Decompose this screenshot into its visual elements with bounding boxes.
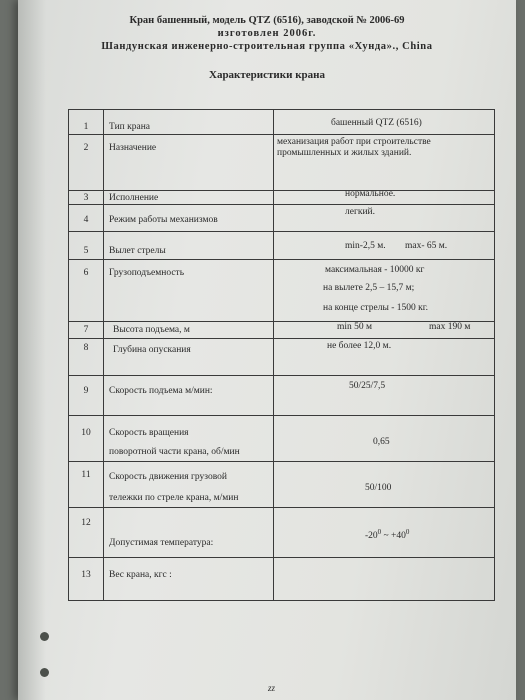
row-number: 2 [83,143,89,153]
row-label: Скорость вращения [109,428,189,438]
row-number: 8 [83,343,89,353]
row-number: 10 [81,428,91,438]
table-row [69,110,494,135]
row-value: промышленных и жилых зданий. [277,148,412,158]
table-row [69,462,494,508]
row-value: 50/25/7,5 [349,381,386,391]
row-value: 0,65 [373,437,390,447]
row-value: не более 12,0 м. [327,341,392,351]
table-row [69,416,494,462]
row-label: Режим работы механизмов [109,215,218,225]
row-number: 11 [81,470,91,480]
row-number: 9 [83,386,89,396]
row-value: башенный QTZ (6516) [331,118,422,128]
row-value: легкий. [345,207,376,217]
row-number: 3 [83,193,89,203]
row-label: тележки по стреле крана, м/мин [109,493,239,503]
section-title: Характеристики крана [209,69,325,81]
page-number: zz [268,683,276,693]
row-label: Высота подъема, м [113,325,190,335]
header-line-2: изготовлен 2006г. [217,28,317,39]
binding-hole [40,632,49,641]
row-value: на вылете 2,5 – 15,7 м; [323,283,415,293]
document-header [18,14,516,53]
row-number: 4 [83,215,89,225]
row-value: 50/100 [365,483,392,493]
header-line-3: Шандунская инженерно-строительная группа «Хунда»., China [101,41,433,52]
row-number: 5 [83,246,89,256]
row-value: механизация работ при строительстве [277,137,431,147]
table-row [69,376,494,416]
table-row [69,232,494,260]
row-label: Назначение [109,143,157,153]
row-value: максимальная - 10000 кг [325,265,425,275]
row-number: 13 [81,570,91,580]
row-label: Скорость движения грузовой [109,472,227,482]
row-value-max: max- 65 м. [405,241,448,251]
row-label: Исполнение [109,193,159,203]
table-row [69,260,494,322]
table-row [69,135,494,191]
document-page [18,0,516,700]
table-row [69,191,494,205]
row-value: на конце стрелы - 1500 кг. [323,303,428,313]
table-row [69,508,494,558]
table-row [69,205,494,232]
table-row [69,558,494,602]
table-row [69,322,494,339]
row-number: 12 [81,518,91,528]
specs-table [68,109,495,601]
row-label: Вес крана, кгс : [109,570,172,580]
row-number: 1 [83,122,89,132]
binding-hole [40,668,49,677]
row-label: Вылет стрелы [109,246,166,256]
row-value-max: max 190 м [429,322,471,332]
row-number: 7 [83,325,89,335]
row-label: Допустимая температура: [109,538,214,548]
table-row [69,339,494,376]
row-label: поворотной части крана, об/мин [109,447,240,457]
row-label: Тип крана [109,122,150,132]
row-label: Глубина опускания [113,345,191,355]
row-number: 6 [83,268,89,278]
row-value: $-20^0$ ~ $+40^0$ [365,528,410,542]
row-value: нормальное. [345,189,396,199]
row-label: Грузоподъемность [109,268,185,278]
row-label: Скорость подъема м/мин: [109,386,213,396]
page-curl-shadow [18,0,46,700]
header-line-1: Кран башенный, модель QTZ (6516), заводской № 2006-69 [129,15,405,26]
row-value-min: min 50 м [337,322,373,332]
row-value-min: min-2,5 м. [345,241,386,251]
